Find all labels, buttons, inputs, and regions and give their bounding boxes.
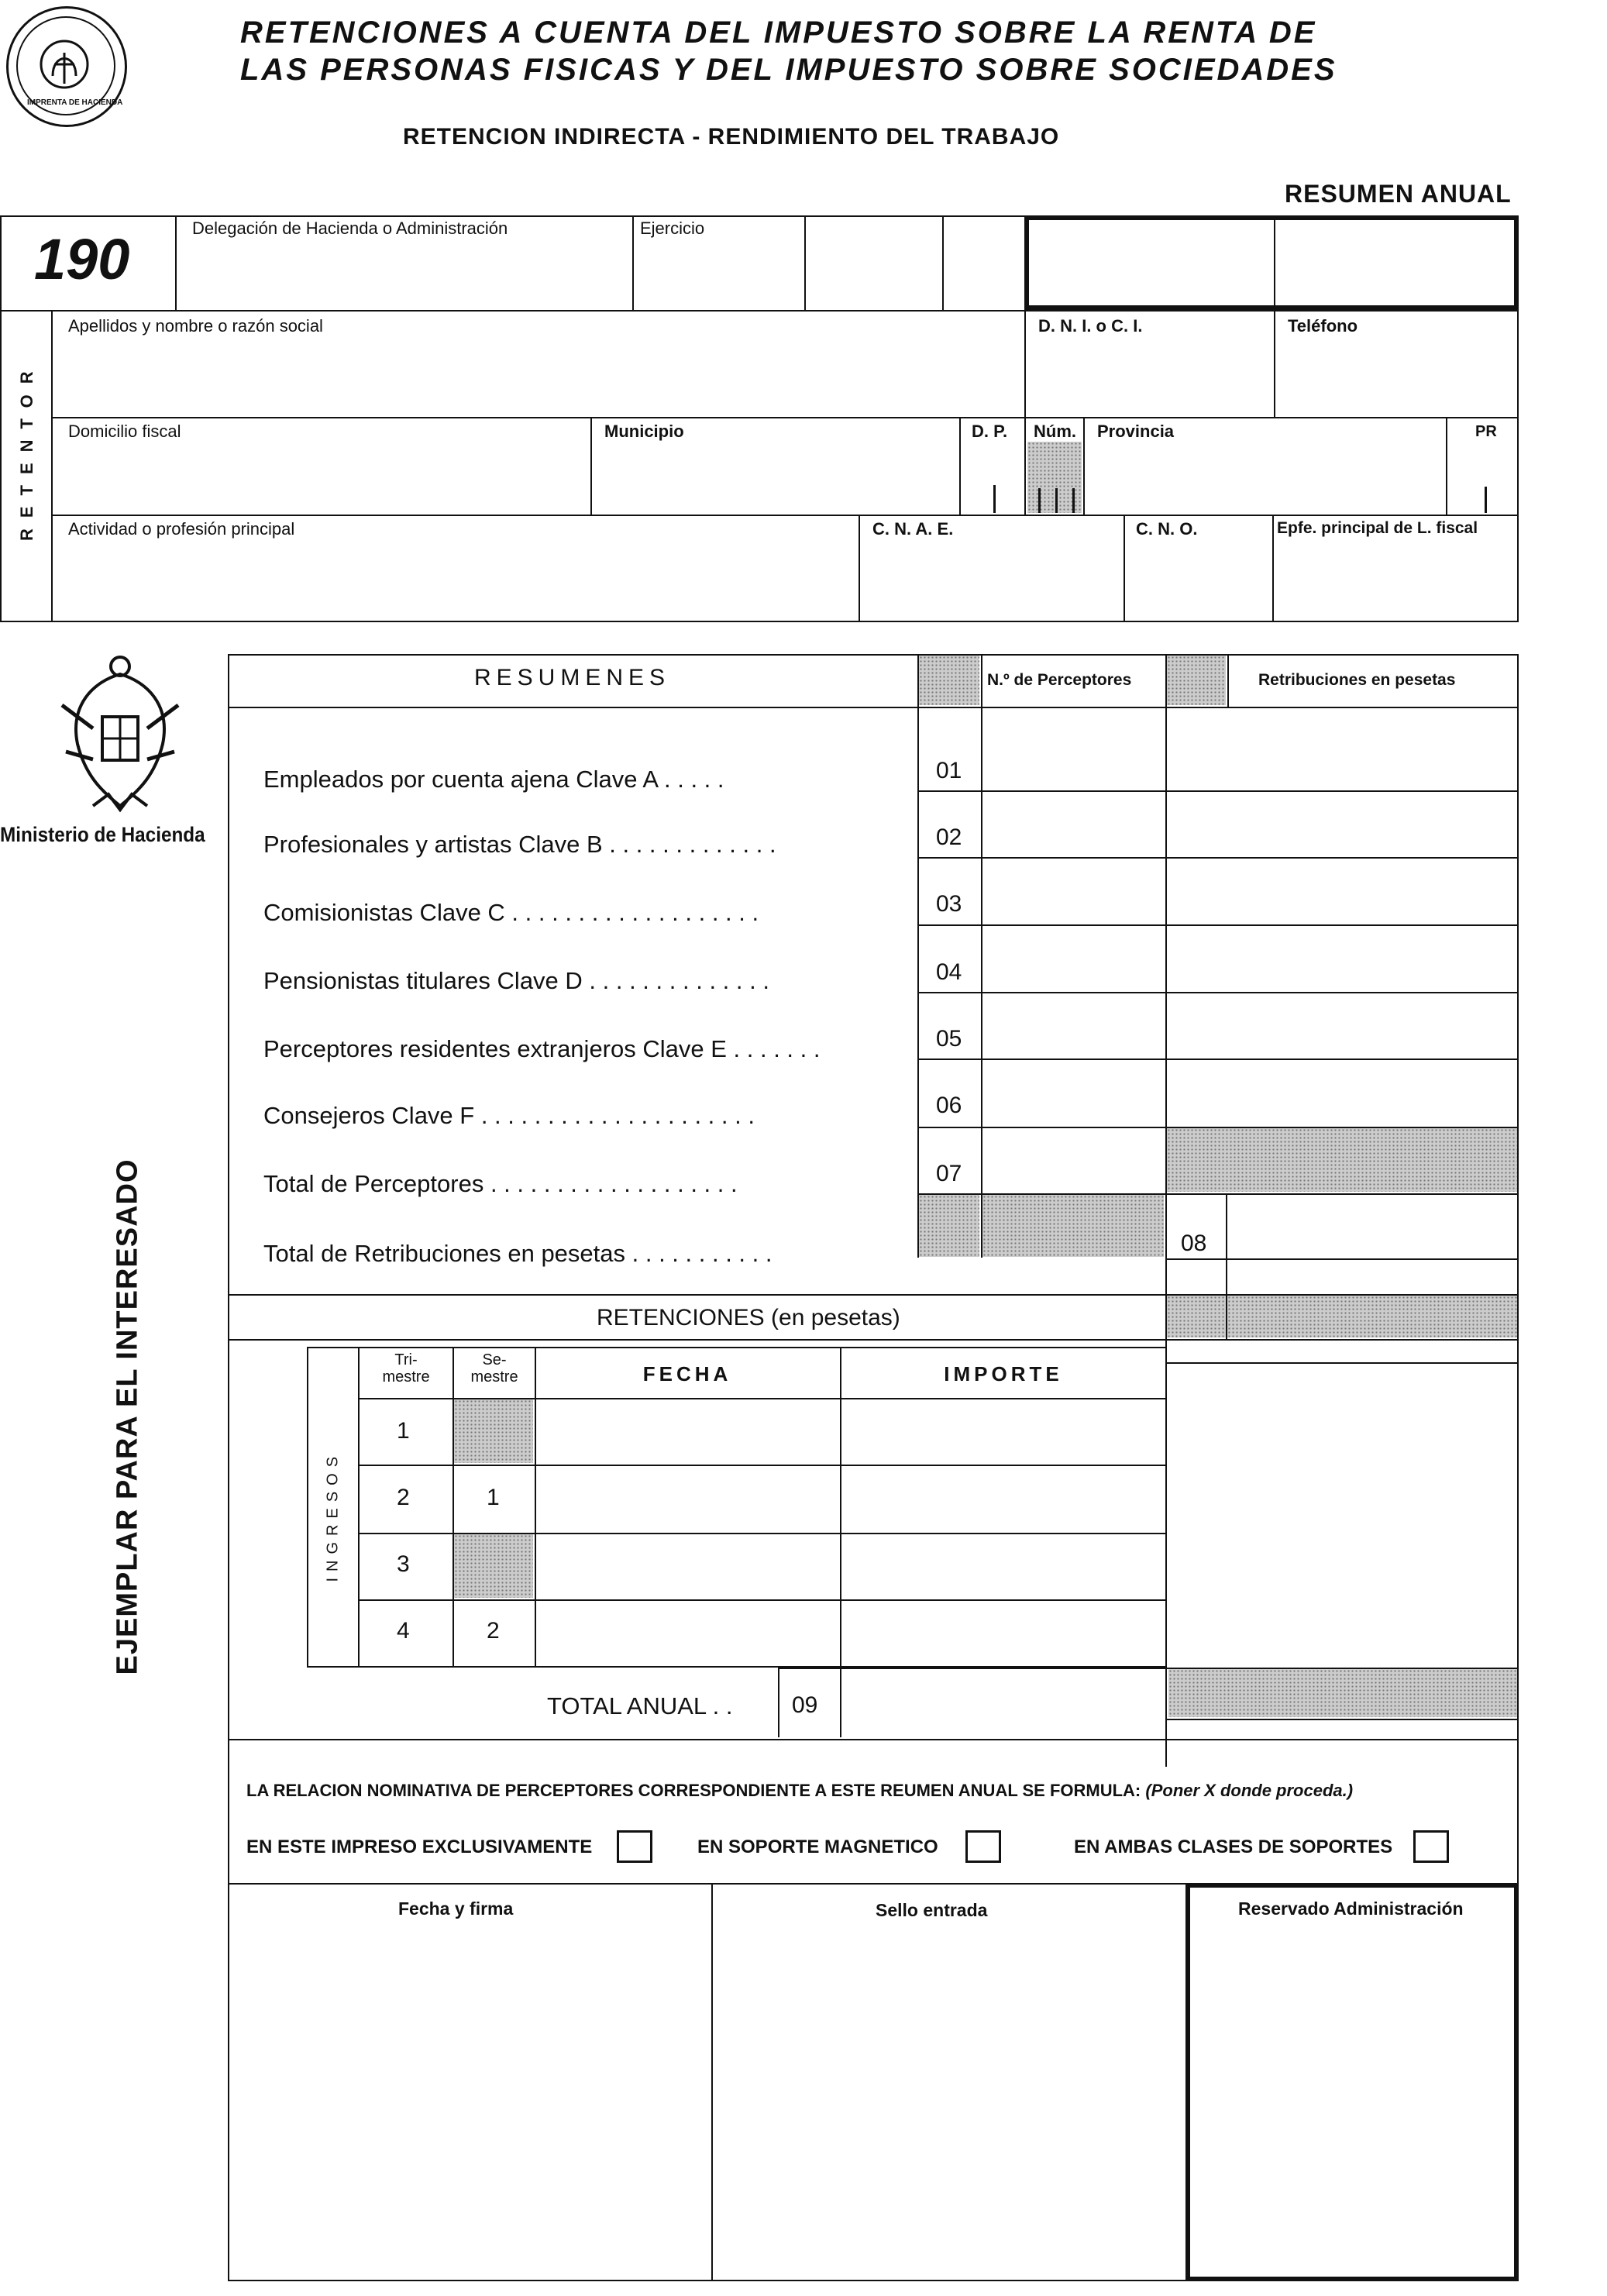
ministry-name: Ministerio de Hacienda (0, 823, 205, 846)
semestre-shade-1 (454, 1399, 533, 1463)
telefono-label: Teléfono (1288, 316, 1358, 336)
relacion-text-main: LA RELACION NOMINATIVA DE PERCEPTORES CORRESPONDIENTE A ESTE REUMEN ANUAL SE FORMULA: (246, 1781, 1141, 1800)
total-perceptores-shade (1167, 1128, 1517, 1192)
epigrafe-field[interactable] (1275, 542, 1517, 620)
pr-label: PR (1475, 423, 1497, 440)
trimestre-2: 2 (397, 1485, 410, 1510)
provincia-label: Provincia (1097, 422, 1175, 441)
actividad-label: Actividad o profesión principal (68, 519, 295, 539)
row-label-c: Comisionistas Clave C . . . . . . . . . . . . . . . . . . . (263, 899, 759, 926)
reservado-box (1185, 1883, 1519, 2281)
delegacion-label: Delegación de Hacienda o Administración (192, 219, 508, 238)
col-perceptores: N.º de Perceptores (987, 671, 1132, 689)
apellidos-field[interactable] (54, 339, 1023, 415)
perceptores-a-field[interactable] (982, 714, 1164, 789)
row-code-05: 05 (936, 1026, 962, 1052)
importe-2-field[interactable] (841, 1466, 1165, 1531)
dni-label: D. N. I. o C. I. (1038, 316, 1143, 336)
epigrafe-label: Epfe. principal de L. fiscal (1277, 519, 1478, 537)
side-copy-label: EJEMPLAR PARA EL INTERESADO (111, 1158, 144, 1675)
importe-3-field[interactable] (841, 1534, 1165, 1598)
trimestre-3: 3 (397, 1551, 410, 1577)
sello-field[interactable] (714, 1925, 1182, 2278)
relacion-note: (Poner X donde proceda.) (1145, 1781, 1354, 1800)
retribuciones-d-field[interactable] (1167, 926, 1517, 990)
row-code-04: 04 (936, 959, 962, 985)
semestre-4: 2 (487, 1618, 500, 1644)
dp-field[interactable] (962, 445, 1023, 513)
coat-of-arms-icon (46, 651, 194, 821)
ingresos-label: INGRESOS (324, 1450, 342, 1582)
cnae-field[interactable] (862, 542, 1122, 620)
model-number: 190 (34, 227, 130, 291)
retenciones-shade-1 (1167, 1296, 1226, 1337)
col-importe: IMPORTE (944, 1362, 1063, 1386)
fecha-firma-field[interactable] (231, 1925, 708, 2278)
total-retrib-shade-1 (919, 1195, 979, 1257)
retribuciones-e-field[interactable] (1167, 993, 1517, 1057)
row-code-02: 02 (936, 824, 962, 850)
col-semestre: Se- mestre (470, 1351, 518, 1386)
ejercicio-label: Ejercicio (640, 219, 705, 238)
perceptores-b-field[interactable] (982, 792, 1164, 855)
retenciones-title: RETENCIONES (en pesetas) (597, 1305, 900, 1330)
row-label-d: Pensionistas titulares Clave D . . . . . . . . . . . . . . (263, 967, 769, 994)
sello-label: Sello entrada (876, 1900, 988, 1920)
row-code-01: 01 (936, 758, 962, 783)
row-code-07: 07 (936, 1161, 962, 1186)
trimestre-4: 4 (397, 1618, 410, 1644)
perceptores-c-field[interactable] (982, 859, 1164, 923)
option1-label: EN ESTE IMPRESO EXCLUSIVAMENTE (246, 1836, 593, 1857)
dp-label: D. P. (972, 422, 1008, 441)
fecha-1-field[interactable] (536, 1399, 838, 1463)
row-code-03: 03 (936, 891, 962, 917)
delegacion-field[interactable] (178, 242, 631, 308)
reservado-label: Reservado Administración (1238, 1898, 1464, 1919)
reserved-top-box (1024, 215, 1519, 310)
retribuciones-a-field[interactable] (1167, 714, 1517, 789)
row-label-total-perceptores: Total de Perceptores . . . . . . . . . . . . . . . . . . . (263, 1170, 738, 1197)
total-anual-shade (1168, 1669, 1517, 1717)
total-anual-label: TOTAL ANUAL . . (547, 1692, 733, 1719)
domicilio-label: Domicilio fiscal (68, 422, 181, 441)
row-label-a: Empleados por cuenta ajena Clave A . . . . . (263, 766, 724, 793)
retribuciones-f-field[interactable] (1167, 1060, 1517, 1125)
num-label: Núm. (1034, 422, 1076, 441)
retentor-side-label: RETENTOR (17, 360, 36, 541)
retribuciones-c-field[interactable] (1167, 859, 1517, 923)
option3-checkbox[interactable] (1413, 1830, 1449, 1863)
cno-label: C. N. O. (1136, 519, 1198, 539)
total-retribuciones-field[interactable] (1229, 1195, 1517, 1257)
semestre-2: 1 (487, 1485, 500, 1510)
col-fecha: FECHA (642, 1362, 732, 1386)
municipio-field[interactable] (594, 445, 958, 513)
perceptores-d-field[interactable] (982, 926, 1164, 990)
form-title-line1: RETENCIONES A CUENTA DEL IMPUESTO SOBRE LA RENTA DE (240, 15, 1317, 50)
retenciones-shade-2 (1227, 1296, 1517, 1337)
row-label-total-retribuciones: Total de Retribuciones en pesetas . . . . . . . . . . . (263, 1240, 773, 1267)
header-shade-1 (919, 656, 979, 705)
total-retrib-shade-2 (982, 1195, 1164, 1257)
col-retribuciones: Retribuciones en pesetas (1258, 671, 1456, 689)
option2-checkbox[interactable] (965, 1830, 1001, 1863)
row-code-06: 06 (936, 1093, 962, 1118)
fecha-2-field[interactable] (536, 1466, 838, 1531)
dni-field[interactable] (1027, 339, 1272, 415)
apellidos-label: Apellidos y nombre o razón social (68, 316, 323, 336)
ejercicio-extra-field[interactable] (806, 219, 941, 308)
row-label-e: Perceptores residentes extranjeros Clave E . . . . . . . (263, 1035, 821, 1062)
municipio-label: Municipio (604, 422, 684, 441)
ejercicio-field[interactable] (635, 242, 803, 308)
fecha-firma-label: Fecha y firma (398, 1898, 514, 1919)
option2-label: EN SOPORTE MAGNETICO (697, 1836, 938, 1857)
row-label-f: Consejeros Clave F . . . . . . . . . . . . . . . . . . . . . (263, 1102, 755, 1129)
official-seal (6, 6, 127, 127)
domicilio-field[interactable] (54, 445, 589, 513)
resumen-anual-label: RESUMEN ANUAL (1285, 180, 1512, 208)
perceptores-e-field[interactable] (982, 993, 1164, 1057)
telefono-field[interactable] (1277, 339, 1517, 415)
retribuciones-b-field[interactable] (1167, 792, 1517, 855)
actividad-field[interactable] (54, 542, 857, 620)
total-perceptores-field[interactable] (982, 1128, 1164, 1192)
row-label-b: Profesionales y artistas Clave B . . . . . . . . . . . . . (263, 831, 776, 858)
cnae-label: C. N. A. E. (872, 519, 954, 539)
cno-field[interactable] (1127, 542, 1271, 620)
fecha-4-field[interactable] (536, 1601, 838, 1666)
importe-1-field[interactable] (841, 1399, 1165, 1463)
col-trimestre: Tri- mestre (382, 1351, 430, 1386)
resumenes-title: RESUMENES (474, 665, 671, 690)
semestre-shade-3 (454, 1534, 533, 1598)
option3-label: EN AMBAS CLASES DE SOPORTES (1074, 1836, 1393, 1857)
importe-4-field[interactable] (841, 1601, 1165, 1666)
pr-field[interactable] (1449, 445, 1517, 513)
header-shade-2 (1167, 656, 1226, 705)
trimestre-1: 1 (397, 1418, 410, 1444)
form-subtitle: RETENCION INDIRECTA - RENDIMIENTO DEL TRABAJO (403, 124, 1060, 150)
perceptores-f-field[interactable] (982, 1060, 1164, 1125)
total-anual-field[interactable] (843, 1669, 1165, 1737)
form-title-line2: LAS PERSONAS FISICAS Y DEL IMPUESTO SOBRE SOCIEDADES (240, 53, 1337, 87)
relacion-text (246, 1781, 1353, 1801)
fecha-3-field[interactable] (536, 1534, 838, 1598)
seal-text: IMPRENTA DE HACIENDA (27, 98, 123, 107)
total-anual-code: 09 (792, 1692, 818, 1718)
option1-checkbox[interactable] (617, 1830, 652, 1863)
provincia-field[interactable] (1086, 445, 1444, 513)
form-title (240, 14, 1337, 88)
row-code-08: 08 (1181, 1231, 1207, 1256)
